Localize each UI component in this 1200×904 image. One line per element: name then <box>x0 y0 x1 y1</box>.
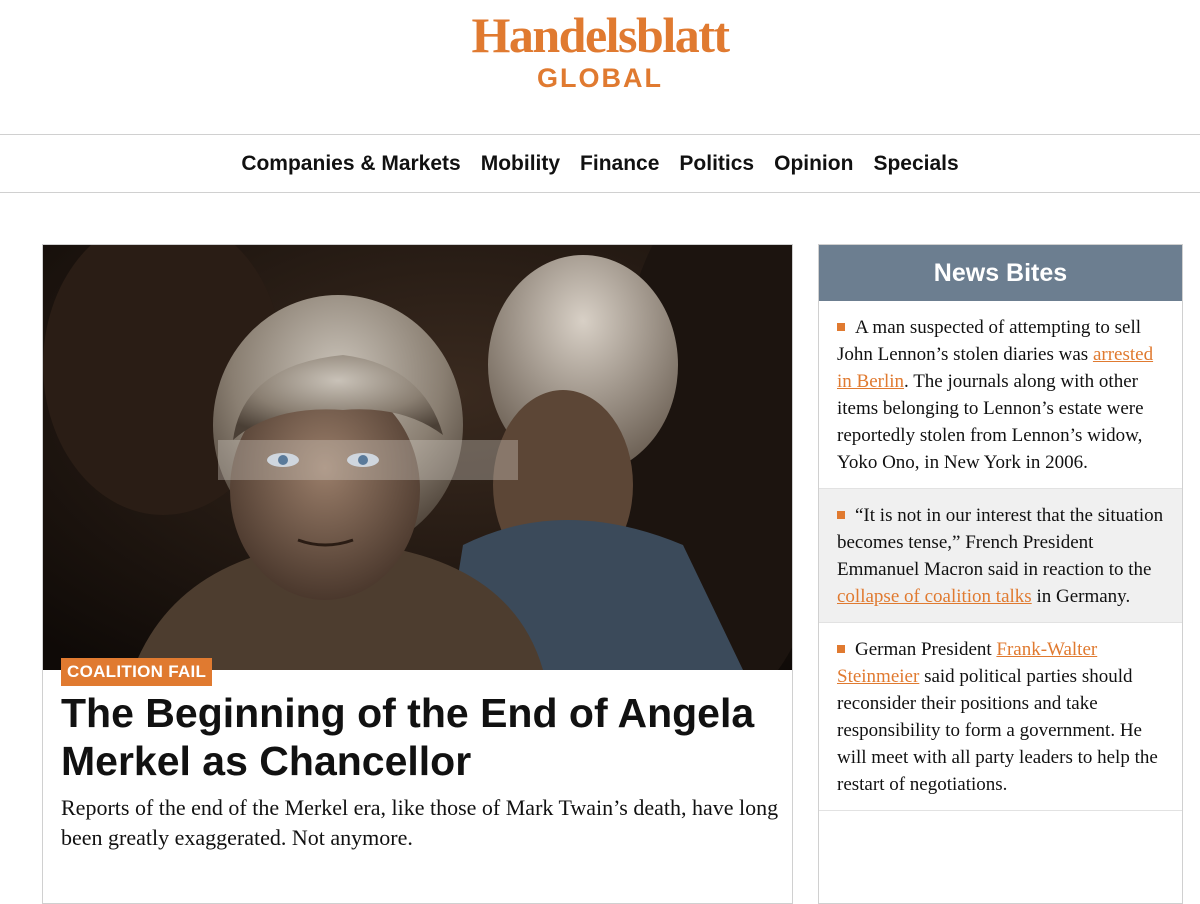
nav-item-mobility[interactable]: Mobility <box>480 151 561 175</box>
news-bite-text: in Germany. <box>1031 586 1131 607</box>
news-bite-link[interactable]: arrested in Berlin <box>837 344 1154 392</box>
news-bite-item <box>819 489 1182 623</box>
nav-item-opinion[interactable]: Opinion <box>774 151 854 175</box>
news-bite-text: “It is not in our interest that the situation becomes tense,” French President Emmanuel Macron said in reaction to the <box>837 505 1164 580</box>
lead-story-headline[interactable]: The Beginning of the End of Angela Merkel as Chancellor <box>61 690 755 784</box>
logo-edition[interactable]: GLOBAL <box>537 63 663 93</box>
news-bite-link[interactable]: collapse of coalition talks <box>837 586 1032 607</box>
lead-story-summary: Reports of the end of the Merkel era, like those of Mark Twain’s death, have long been greatly exaggerated. Not anymore. <box>61 795 779 850</box>
news-bite-item <box>819 301 1182 489</box>
portrait-photo-illustration <box>43 245 793 670</box>
logo-wordmark[interactable]: Handelsblatt <box>471 7 729 63</box>
lead-story-photo[interactable] <box>43 245 793 670</box>
square-bullet-icon <box>837 645 845 653</box>
nav-item-finance[interactable]: Finance <box>580 151 660 175</box>
news-bite-text: said political parties should reconsider their positions and take responsibility to form a government. He will meet with all party leaders to help the restart of negotiations. <box>837 666 1158 795</box>
lead-story <box>42 244 793 904</box>
news-bite-item <box>819 623 1182 811</box>
news-bite-text: A man suspected of attempting to sell John Lennon’s stolen diaries was <box>837 317 1142 365</box>
nav-item-companies-markets[interactable]: Companies & Markets <box>241 151 461 175</box>
nav-item-specials[interactable]: Specials <box>873 151 959 175</box>
news-bites-panel <box>818 244 1183 904</box>
nav-item-politics[interactable]: Politics <box>679 151 755 175</box>
square-bullet-icon <box>837 511 845 519</box>
news-bites-title: News Bites <box>819 245 1182 301</box>
news-bite-text: German President <box>855 639 997 660</box>
news-bite-text: . The journals along with other items belonging to Lennon’s estate were reportedly stolen from Lennon’s widow, Yoko Ono, in New York in 2006. <box>837 371 1144 473</box>
story-kicker-badge[interactable]: COALITION FAIL <box>61 658 212 686</box>
masthead <box>0 0 1200 134</box>
main-nav <box>0 134 1200 193</box>
square-bullet-icon <box>837 323 845 331</box>
news-bite-link[interactable]: Frank-Walter Steinmeier <box>837 639 1098 687</box>
